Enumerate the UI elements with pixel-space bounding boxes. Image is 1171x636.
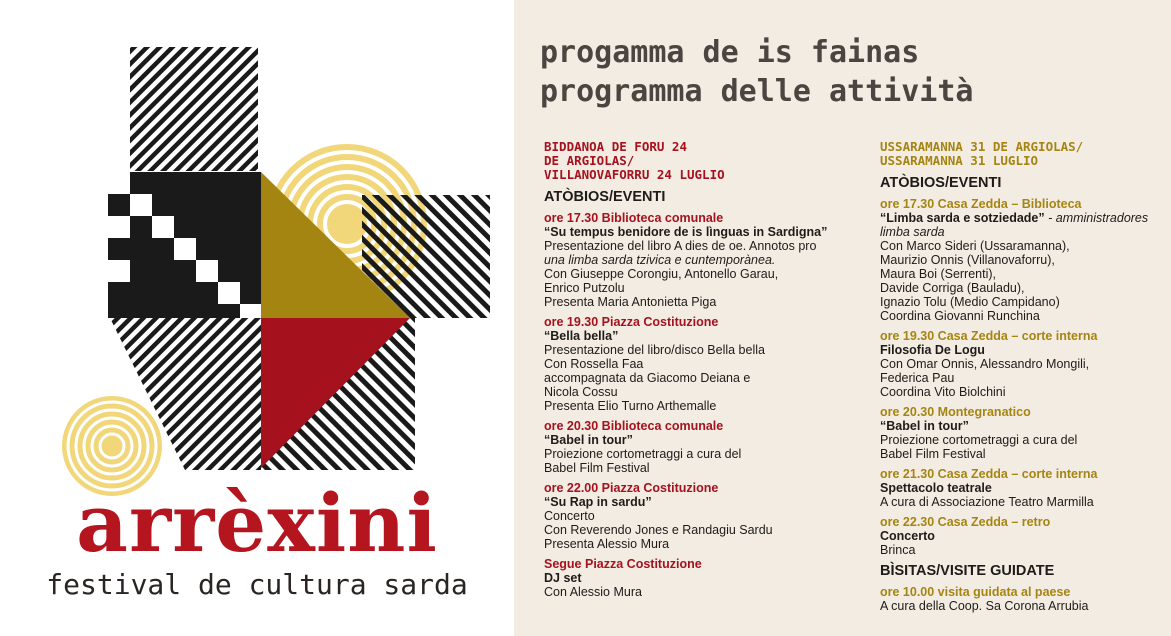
festival-logo-title: arrèxini: [76, 476, 438, 570]
event-time-venue: ore 10.00 visita guidata al paese: [880, 585, 1071, 599]
event-item: [880, 467, 1171, 509]
festival-subtitle: festival de cultura sarda: [46, 568, 468, 601]
event-detail-line: accompagnata da Giacomo Deiana e: [544, 371, 751, 385]
event-title: [544, 571, 862, 585]
event-time-venue: ore 19.30 Casa Zedda – corte interna: [880, 329, 1098, 343]
event-time-venue: ore 19.30 Piazza Costituzione: [544, 315, 719, 329]
event-title-text: Filosofia De Logu: [880, 343, 985, 357]
event-item: [880, 197, 1171, 323]
schedule-column-villanovaforru: [544, 140, 862, 605]
event-item: [880, 405, 1171, 461]
event-detail-line: Presenta Elio Turno Arthemalle: [544, 399, 717, 413]
event-item: [544, 557, 862, 599]
venue-date-heading: USSARAMANNA 31 DE ARGIOLAS/ USSARAMANNA 31 LUGLIO: [880, 139, 1084, 168]
event-detail-line: Babel Film Festival: [544, 461, 650, 475]
event-list: [880, 585, 1171, 613]
event-detail-line: Con Giuseppe Corongiu, Antonello Garau,: [544, 267, 779, 281]
event-detail-line: Brinca: [880, 543, 916, 557]
event-title: [544, 329, 862, 343]
event-title: [880, 211, 1171, 225]
event-detail-line: Proiezione cortometraggi a cura del: [544, 447, 742, 461]
event-time-venue: ore 22.30 Casa Zedda – retro: [880, 515, 1051, 529]
event-detail-line: Maura Boi (Serrenti),: [880, 267, 997, 281]
section-heading-events: ATÒBIOS/EVENTI: [880, 175, 1002, 191]
striped-square-top: [130, 47, 258, 171]
event-item: [880, 515, 1171, 557]
event-detail-line: Nicola Cossu: [544, 385, 618, 399]
event-detail-line: Con Marco Sideri (Ussaramanna),: [880, 239, 1070, 253]
program-heading-sardinian: progamma de is fainas: [540, 35, 920, 70]
event-time-venue: ore 21.30 Casa Zedda – corte interna: [880, 467, 1098, 481]
event-detail-line: una limba sarda tzivica e cuntemporànea.: [544, 253, 776, 267]
event-detail-line: Maurizio Onnis (Villanovaforru),: [880, 253, 1055, 267]
event-time-venue: ore 20.30 Montegranatico: [880, 405, 1031, 419]
event-detail-line: Presenta Maria Antonietta Piga: [544, 295, 717, 309]
event-list: [544, 211, 862, 599]
event-title: [880, 529, 1171, 543]
event-time-venue: ore 17.30 Biblioteca comunale: [544, 211, 724, 225]
event-detail-line: Presenta Alessio Mura: [544, 537, 670, 551]
event-detail-line: Presentazione del libro/disco Bella bella: [544, 343, 765, 357]
event-detail-line: Proiezione cortometraggi a cura del: [880, 433, 1078, 447]
event-time-venue: ore 22.00 Piazza Costituzione: [544, 481, 719, 495]
event-time-venue: Segue Piazza Costituzione: [544, 557, 702, 571]
event-list: [880, 197, 1171, 557]
black-checker-square: [108, 172, 261, 318]
event-detail-line: Federica Pau: [880, 371, 955, 385]
event-detail-line: Presentazione del libro A dies de oe. Annotos pro: [544, 239, 817, 253]
event-detail-line: Coordina Vito Biolchini: [880, 385, 1006, 399]
event-time-venue: ore 17.30 Casa Zedda – Biblioteca: [880, 197, 1082, 211]
event-title-text: DJ set: [544, 571, 582, 585]
event-detail-line: Con Omar Onnis, Alessandro Mongili,: [880, 357, 1090, 371]
event-title-text: Spettacolo teatrale: [880, 481, 992, 495]
event-item: [544, 481, 862, 551]
event-detail-line: Davide Corriga (Bauladu),: [880, 281, 1025, 295]
event-time-venue: ore 20.30 Biblioteca comunale: [544, 419, 724, 433]
event-item: [544, 419, 862, 475]
event-item: [544, 211, 862, 309]
event-detail-line: Babel Film Festival: [880, 447, 986, 461]
schedule-column-ussaramanna: [880, 140, 1171, 619]
event-detail-line: Con Alessio Mura: [544, 585, 642, 599]
event-title: [880, 481, 1171, 495]
event-title: [880, 343, 1171, 357]
event-title-extra: - amministradores: [1044, 211, 1149, 225]
event-detail-line: Con Rossella Faa: [544, 357, 644, 371]
event-title-text: Concerto: [880, 529, 935, 543]
venue-date-heading: BIDDANOA DE FORU 24 DE ARGIOLAS/ VILLANOVAFORRU 24 LUGLIO: [544, 139, 725, 182]
event-item: [544, 315, 862, 413]
event-title-text: “Bella bella”: [544, 329, 619, 343]
program-panel: [514, 0, 1171, 636]
event-detail-line: Enrico Putzolu: [544, 281, 625, 295]
event-title-text: “Limba sarda e sotziedade”: [880, 211, 1045, 225]
event-title-text: “Babel in tour”: [544, 433, 633, 447]
event-detail-line: Coordina Giovanni Runchina: [880, 309, 1040, 323]
event-detail-line: Concerto: [544, 509, 595, 523]
section-heading-guided-visits: BÌSITAS/VISITE GUIDATE: [880, 563, 1055, 579]
program-heading-italian: programma delle attività: [540, 74, 974, 109]
event-detail-line: A cura di Associazione Teatro Marmilla: [880, 495, 1094, 509]
event-detail-line: A cura della Coop. Sa Corona Arrubia: [880, 599, 1089, 613]
event-title-text: “Su tempus benidore de is lìnguas in Sardigna”: [544, 225, 828, 239]
event-title-text: “Babel in tour”: [880, 419, 969, 433]
event-item: [880, 329, 1171, 399]
event-title: [544, 495, 862, 509]
event-detail-line: Ignazio Tolu (Medio Campidano): [880, 295, 1060, 309]
festival-poster: [0, 0, 514, 636]
event-title: [544, 433, 862, 447]
event-title-text: “Su Rap in sardu”: [544, 495, 652, 509]
section-heading-events: ATÒBIOS/EVENTI: [544, 189, 666, 205]
event-item: [880, 585, 1171, 613]
event-detail-line: limba sarda: [880, 225, 945, 239]
event-detail-line: Con Reverendo Jones e Randagiu Sardu: [544, 523, 773, 537]
event-title: [880, 419, 1171, 433]
event-title: [544, 225, 862, 239]
